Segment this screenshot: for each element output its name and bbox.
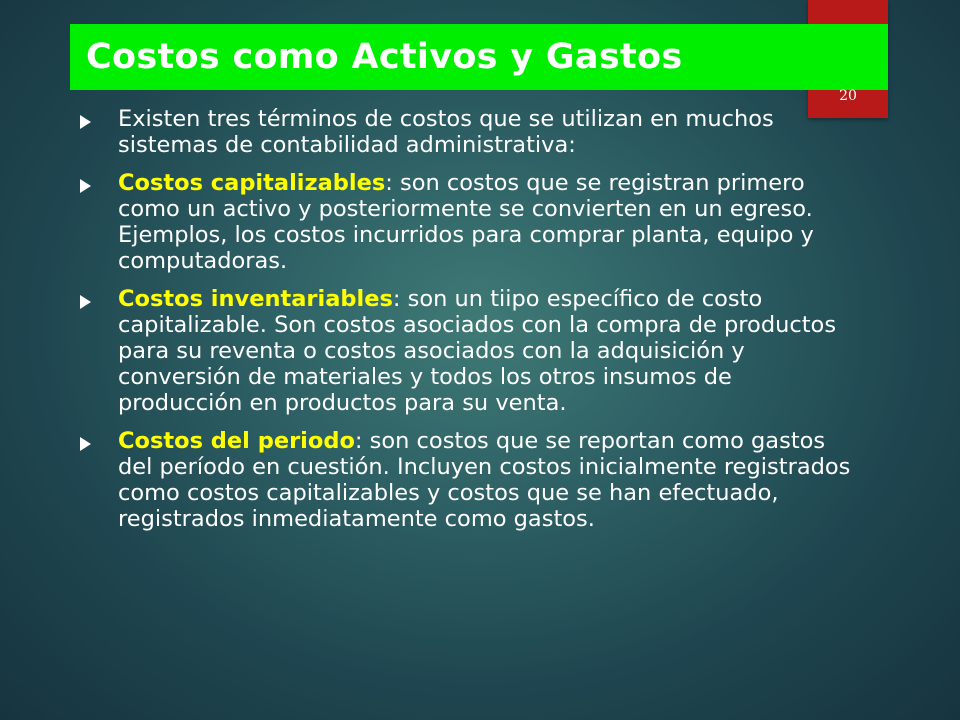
bullet-body: : son costos que se registran primero como un activo y posteriormente se convierten en un egreso. Ejemplos, los costos incurridos para comprar planta, equipo y computadoras. — [118, 170, 814, 274]
slide-title: Costos como Activos y Gastos — [86, 37, 683, 77]
arrow-bullet-icon — [80, 179, 91, 193]
bullet-body: Existen tres términos de costos que se utilizan en muchos sistemas de contabilidad administrativa: — [118, 106, 774, 158]
bullet-text — [118, 286, 858, 416]
bullet-term: Costos capitalizables — [118, 170, 386, 196]
bullet-body: : son un tiipo específico de costo capitalizable. Son costos asociados con la compra de productos para su reventa o costos asociados con la adquisición y conversión de materiales y todos los otros insumos de producción en productos para su venta. — [118, 286, 837, 416]
title-bar — [70, 24, 888, 90]
arrow-bullet-icon — [80, 295, 91, 309]
bullet-item-costos-del-periodo — [80, 428, 880, 532]
bullet-text — [118, 428, 858, 532]
arrow-bullet-icon — [80, 437, 91, 451]
bullet-list — [80, 106, 880, 544]
bullet-text — [118, 106, 858, 158]
bullet-term: Costos inventariables — [118, 286, 393, 312]
bullet-item-intro — [80, 106, 880, 158]
bullet-term: Costos del periodo — [118, 428, 355, 454]
bullet-item-costos-inventariables — [80, 286, 880, 416]
bullet-item-costos-capitalizables — [80, 170, 880, 274]
bullet-body: : son costos que se reportan como gastos del período en cuestión. Incluyen costos inicialmente registrados como costos capitalizables y costos que se han efectuado, registrados inmediatamente como gastos. — [118, 428, 851, 532]
slide-number: 20 — [839, 88, 857, 104]
arrow-bullet-icon — [80, 115, 91, 129]
bullet-text — [118, 170, 858, 274]
